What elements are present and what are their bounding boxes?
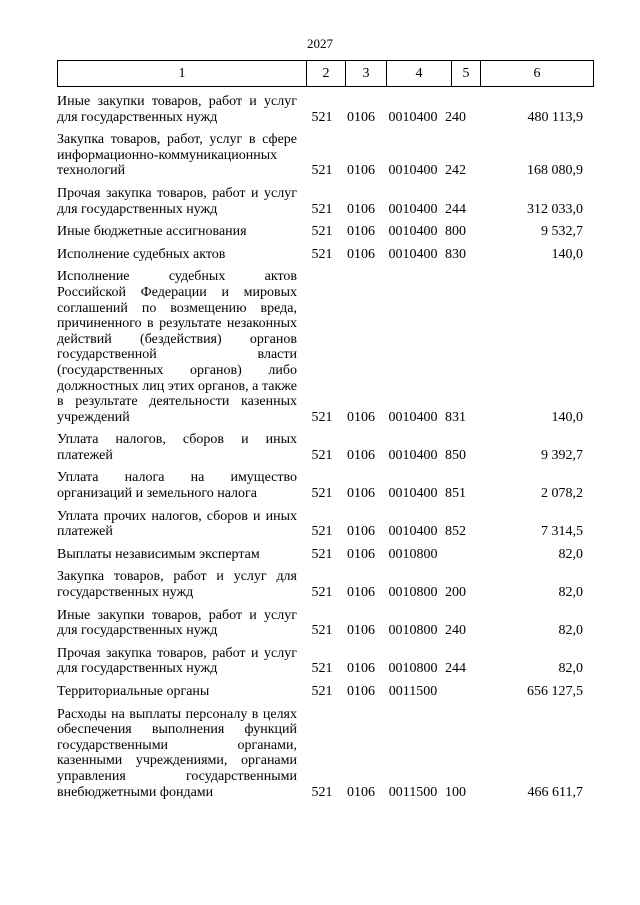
budget-table [57,94,587,807]
row-cell-c2: 521 [311,585,333,601]
header-col-1: 1 [58,61,307,87]
row-cell-c3: 0106 [347,486,375,502]
row-cell-c3: 0106 [347,784,375,800]
table-row [57,432,587,470]
header-col-6: 6 [481,61,594,87]
row-cell-c6: 140,0 [551,246,583,262]
row-cell-c2: 521 [311,201,333,217]
row-cell-c5: 800 [445,224,466,240]
row-cell-c5: 244 [445,661,466,677]
row-cell-c5: 244 [445,201,466,217]
row-cell-c2: 521 [311,246,333,262]
table-row [57,269,587,432]
row-cell-c5: 851 [445,486,466,502]
row-cell-c3: 0106 [347,623,375,639]
row-cell-c3: 0106 [347,224,375,240]
row-cell-c6: 2 078,2 [541,486,583,502]
row-cell-c4: 0011500 [388,684,438,699]
table-row [57,707,587,808]
row-name: Иные закупки товаров, работ и услуг для государственных нужд [57,607,297,639]
row-cell-c2: 521 [311,224,333,240]
table-header [57,60,594,87]
row-cell-c3: 0106 [347,409,375,425]
header-col-5: 5 [452,61,481,87]
row-cell-c5: 240 [445,109,466,125]
table-row [57,470,587,508]
row-cell-c2: 521 [311,486,333,502]
row-cell-c3: 0106 [347,201,375,217]
row-cell-c2: 521 [311,524,333,540]
row-cell-c3: 0106 [347,246,375,262]
row-cell-c6: 140,0 [551,409,583,425]
table-row [57,608,587,646]
row-cell-c6: 9 392,7 [541,447,583,463]
row-cell-c2: 521 [311,546,333,562]
row-cell-c4: 0010400 [388,447,438,463]
row-name: Уплата налога на имущество организаций и земельного налога [57,470,297,502]
table-row [57,132,587,186]
row-cell-c6: 168 080,9 [527,163,583,179]
row-cell-c3: 0106 [347,447,375,463]
row-cell-c5 [445,547,473,570]
row-cell-c4: 0010800 [388,661,438,677]
row-cell-c2: 521 [311,623,333,639]
table-row [57,569,587,607]
row-cell-c2: 521 [311,661,333,677]
row-name: Уплата налогов, сборов и иных платежей [57,432,297,463]
row-name: Уплата прочих налогов, сборов и иных платежей [57,508,297,540]
row-name: Иные бюджетные ассигнования [57,224,247,240]
row-cell-c6: 466 611,7 [527,784,583,800]
row-name: Прочая закупка товаров, работ и услуг для государственных нужд [57,645,297,677]
row-name: Территориальные органы [57,684,210,699]
row-cell-c4: 0010400 [388,109,438,125]
row-cell-c4: 0010400 [388,524,438,540]
row-cell-c4: 0010800 [388,623,438,639]
row-cell-c4: 0010400 [388,201,438,217]
row-cell-c4: 0010800 [388,585,438,601]
row-cell-c3: 0106 [347,661,375,677]
row-cell-c6: 82,0 [558,585,583,601]
row-cell-c4: 0010400 [388,246,438,262]
table-row [57,186,587,224]
row-cell-c6: 312 033,0 [527,201,583,217]
row-cell-c3: 0106 [347,546,375,562]
header-col-3: 3 [346,61,387,87]
row-cell-c4: 0011500 [388,784,438,800]
row-cell-c2: 521 [311,447,333,463]
row-cell-c4: 0010400 [388,486,438,502]
header-col-2: 2 [307,61,346,87]
row-name: Исполнение судебных актов Российской Федерации и мировых соглашений по возмещению вреда, причиненного в результате незаконных действий (бездействия) органов государственной власти (государственных органов) либо должностных лиц этих органов, а также в результате деятельности казенных учреждений [57,269,297,425]
table-row [57,224,587,247]
row-cell-c6: 480 113,9 [527,109,583,125]
table-row [57,509,587,547]
row-cell-c6: 82,0 [558,546,583,562]
row-cell-c6: 82,0 [558,623,583,639]
table-row [57,547,587,570]
row-name: Расходы на выплаты персоналу в целях обеспечения выполнения функций государственными органами, казенными учреждениями, органами управления государственными внебюджетными фондами [57,706,297,800]
row-cell-c6: 9 532,7 [541,224,583,240]
row-name: Исполнение судебных актов [57,246,226,262]
row-cell-c5: 831 [445,409,466,425]
row-cell-c5: 830 [445,246,466,262]
row-cell-c5: 850 [445,447,466,463]
row-cell-c2: 521 [311,163,333,179]
row-name: Закупка товаров, работ, услуг в сфере информационно-коммуникационных технологий [57,132,297,179]
row-cell-c3: 0106 [347,163,375,179]
row-cell-c3: 0106 [347,109,375,125]
row-cell-c2: 521 [311,409,333,425]
row-name: Прочая закупка товаров, работ и услуг для государственных нужд [57,185,297,217]
row-cell-c6: 656 127,5 [527,684,583,699]
table-row [57,94,587,132]
row-cell-c5: 242 [445,163,466,179]
row-cell-c4: 0010400 [388,224,438,240]
row-cell-c4: 0010400 [388,163,438,179]
row-name: Иные закупки товаров, работ и услуг для государственных нужд [57,94,297,125]
page-number: 2027 [307,36,333,51]
row-cell-c3: 0106 [347,524,375,540]
row-cell-c6: 82,0 [558,661,583,677]
row-cell-c5: 240 [445,623,466,639]
row-cell-c5: 852 [445,524,466,540]
row-cell-c2: 521 [311,784,333,800]
row-cell-c4: 0010400 [388,409,438,425]
row-cell-c2: 521 [311,684,333,699]
header-col-4: 4 [387,61,452,87]
row-cell-c6: 7 314,5 [541,524,583,540]
row-cell-c5: 100 [445,784,466,800]
row-cell-c4: 0010800 [388,546,438,562]
row-name: Выплаты независимым экспертам [57,546,260,562]
row-cell-c3: 0106 [347,684,375,699]
row-cell-c5 [445,684,473,707]
row-cell-c5: 200 [445,585,466,601]
table-row [57,646,587,684]
row-cell-c2: 521 [311,109,333,125]
table-row [57,247,587,270]
row-cell-c3: 0106 [347,585,375,601]
table-row [57,684,587,707]
row-name: Закупка товаров, работ и услуг для государственных нужд [57,569,297,601]
